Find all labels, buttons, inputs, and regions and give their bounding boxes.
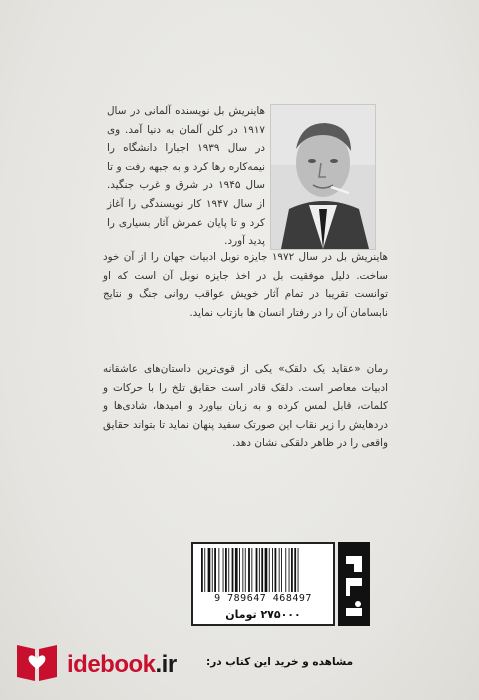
site-name: idebook [67, 651, 156, 678]
author-bio-nobel [103, 248, 388, 322]
barcode-bar [235, 548, 238, 592]
barcode-bar [248, 548, 250, 592]
site-tld: .ir [155, 651, 177, 678]
barcode-bar [232, 548, 234, 592]
barcode-label [191, 542, 335, 626]
barcode-bar [228, 548, 229, 592]
barcode-bar [294, 548, 296, 592]
price-label: ۲۷۵۰۰۰ تومان [225, 608, 301, 621]
barcode-bar [245, 548, 246, 592]
book-logo-icon [13, 637, 61, 685]
author-bio-intro [107, 102, 265, 251]
barcode-bar [225, 548, 227, 592]
publisher-logo [338, 542, 370, 626]
barcode-bar [256, 548, 258, 592]
bio-paragraph-3: رمان «عقاید یک دلقک» یکی از قوی‌ترین داستان‌های عاشقانه ادبیات معاصر است. دلقک قادر است حقایق تلخ را با حرکات و کلمات، قابل لمس کرده و به زبان بیاورد و امیدها، شادی‌ها و دردهایش را زیر نقاب این صورتک سفید پنهان نماید تا بتواند حقایق واقعی را در ظاهر دلقکی نشان دهد. [103, 363, 388, 450]
barcode-bar [208, 548, 211, 592]
barcode-bar [285, 548, 286, 592]
book-description [103, 360, 388, 453]
barcode-bar [201, 548, 203, 592]
barcode-bar [281, 548, 282, 592]
bio-paragraph-1: هاینریش بل نویسنده آلمانی در سال ۱۹۱۷ در کلن آلمان به دنیا آمد. وی در سال ۱۹۳۹ اجبارا دانشگاه را نیمه‌کاره رها کرد و به جبهه رفت و تا سال ۱۹۴۵ در شرق و غرب جنگید. از سال ۱۹۴۷ کار نویسندگی را آغاز کرد و تا پایان عمرش آثار بسیاری را پدید آورد. [107, 105, 265, 248]
barcode-bar [223, 548, 224, 592]
author-photo [270, 104, 376, 250]
barcode-bar [242, 548, 243, 592]
barcode-bars [199, 548, 327, 592]
barcode-bar [261, 548, 263, 592]
barcode-bar [251, 548, 252, 592]
barcode-bar [239, 548, 240, 592]
barcode-bar [212, 548, 213, 592]
barcode-bar [291, 548, 293, 592]
bio-paragraph-2: هاینریش بل در سال ۱۹۷۲ جایزه نوبل ادبیات جهان را از آن خود ساخت. دلیل موفقیت بل در اخذ جایزه نوبل آن است که او توانست تقریبا در تمام آثار خویش عواقب روانی جنگ و نتایج نابسامان آن را در رفتار انسان ها بازتاب نماید. [103, 251, 388, 319]
barcode-bar [279, 548, 280, 592]
barcode-bar [289, 548, 290, 592]
barcode-bar [204, 548, 205, 592]
barcode-bar [218, 548, 219, 592]
watermark-cta: مشاهده و خرید این کتاب در: [206, 656, 354, 668]
barcode-bar [214, 548, 216, 592]
barcode-bar [265, 548, 268, 592]
barcode-bar [272, 548, 273, 592]
barcode-bar [275, 548, 277, 592]
barcode-bar [298, 548, 299, 592]
watermark-site[interactable] [67, 651, 177, 679]
isbn-number: 9 789647 468497 [214, 593, 312, 604]
barcode-bar [269, 548, 270, 592]
barcode-bar [259, 548, 260, 592]
